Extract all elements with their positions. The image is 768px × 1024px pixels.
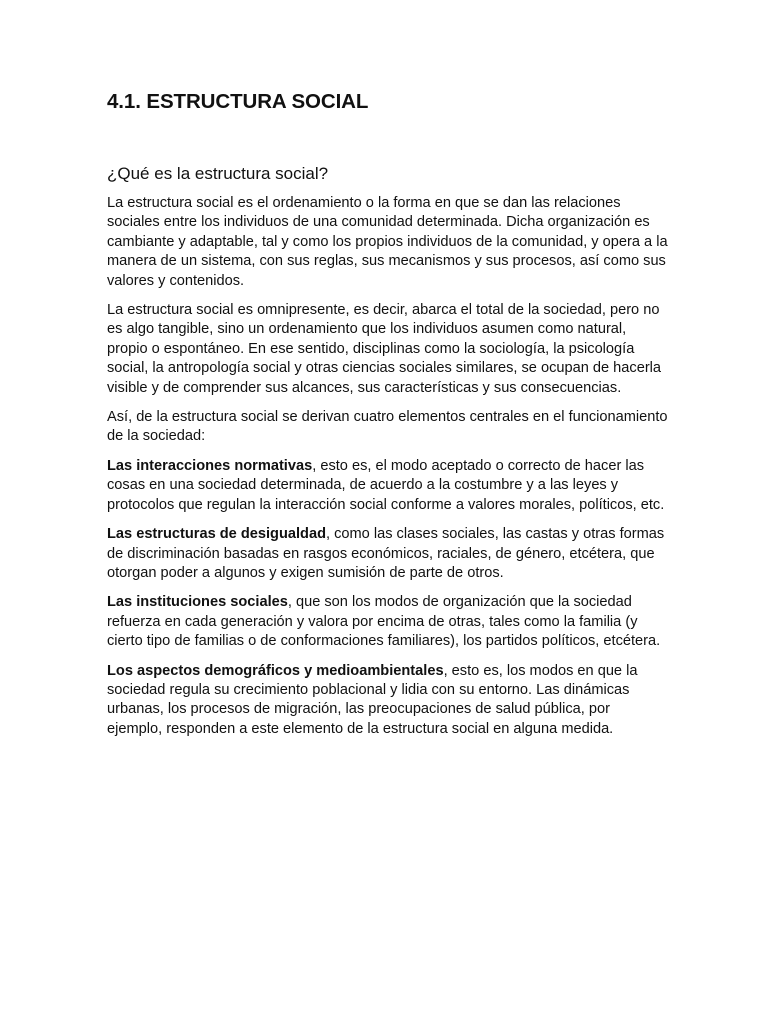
element-description: , que son los modos de organización que la sociedad refuerza en cada generación y valora por encima de otras, tales como la familia (y cierto tipo de familias o de conformaciones familiares), los partidos políticos, etcétera. [107,594,661,650]
element-term: Las instituciones sociales [107,594,288,611]
element-social-institutions [107,593,668,651]
paragraph-definition: La estructura social es el ordenamiento o la forma en que se dan las relaciones sociales entre los individuos de una comunidad determinada. Dicha organización es cambiante y adaptable, tal y como los propios individuos de la comunidad, y opera a la manera de un sistema, con sus reglas, sus mecanismos y sus procesos, así como sus valores y contenidos. [107,195,668,289]
paragraph-omnipresence: La estructura social es omnipresente, es decir, abarca el total de la sociedad, pero no es algo tangible, sino un ordenamiento que los individuos asumen como natural, propio o espontáneo. En ese sentido, disciplinas como la sociología, la psicología social, la antropología social y otras ciencias sociales similares, se ocupan de hacerla visible y de comprender sus alcances, sus características y sus consecuencias. [107,302,662,396]
section-subtitle: ¿Qué es la estructura social? [107,164,329,183]
element-term: Las interacciones normativas [107,457,313,474]
element-demographic-environmental [107,662,668,740]
element-description: , esto es, el modo aceptado o correcto de hacer las cosas en una sociedad determinada, de acuerdo a la costumbre y a las leyes y protocolos que regulan la interacción social conforme a valores morales, políticos, etc. [107,457,665,513]
element-normative-interactions [107,457,668,515]
element-description: , como las clases sociales, las castas y otras formas de discriminación basadas en rasgos económicos, raciales, de género, etcétera, que otorgan poder a algunos y exigen sumisión de parte de otros. [107,526,665,581]
paragraph-elements-intro: Así, de la estructura social se derivan cuatro elementos centrales en el funcionamiento de la sociedad: [107,409,668,445]
element-term: Las estructuras de desigualdad [107,526,326,543]
section-title: 4.1. ESTRUCTURA SOCIAL [107,90,369,113]
element-inequality-structures [107,525,668,583]
element-term: Los aspectos demográficos y medioambientales [107,662,444,679]
element-description: , esto es, los modos en que la sociedad regula su crecimiento poblacional y lidia con su entorno. Las dinámicas urbanas, los procesos de migración, las preocupaciones de salud pública, por ejemplo, responden a este elemento de la estructura social en alguna medida. [107,662,638,737]
